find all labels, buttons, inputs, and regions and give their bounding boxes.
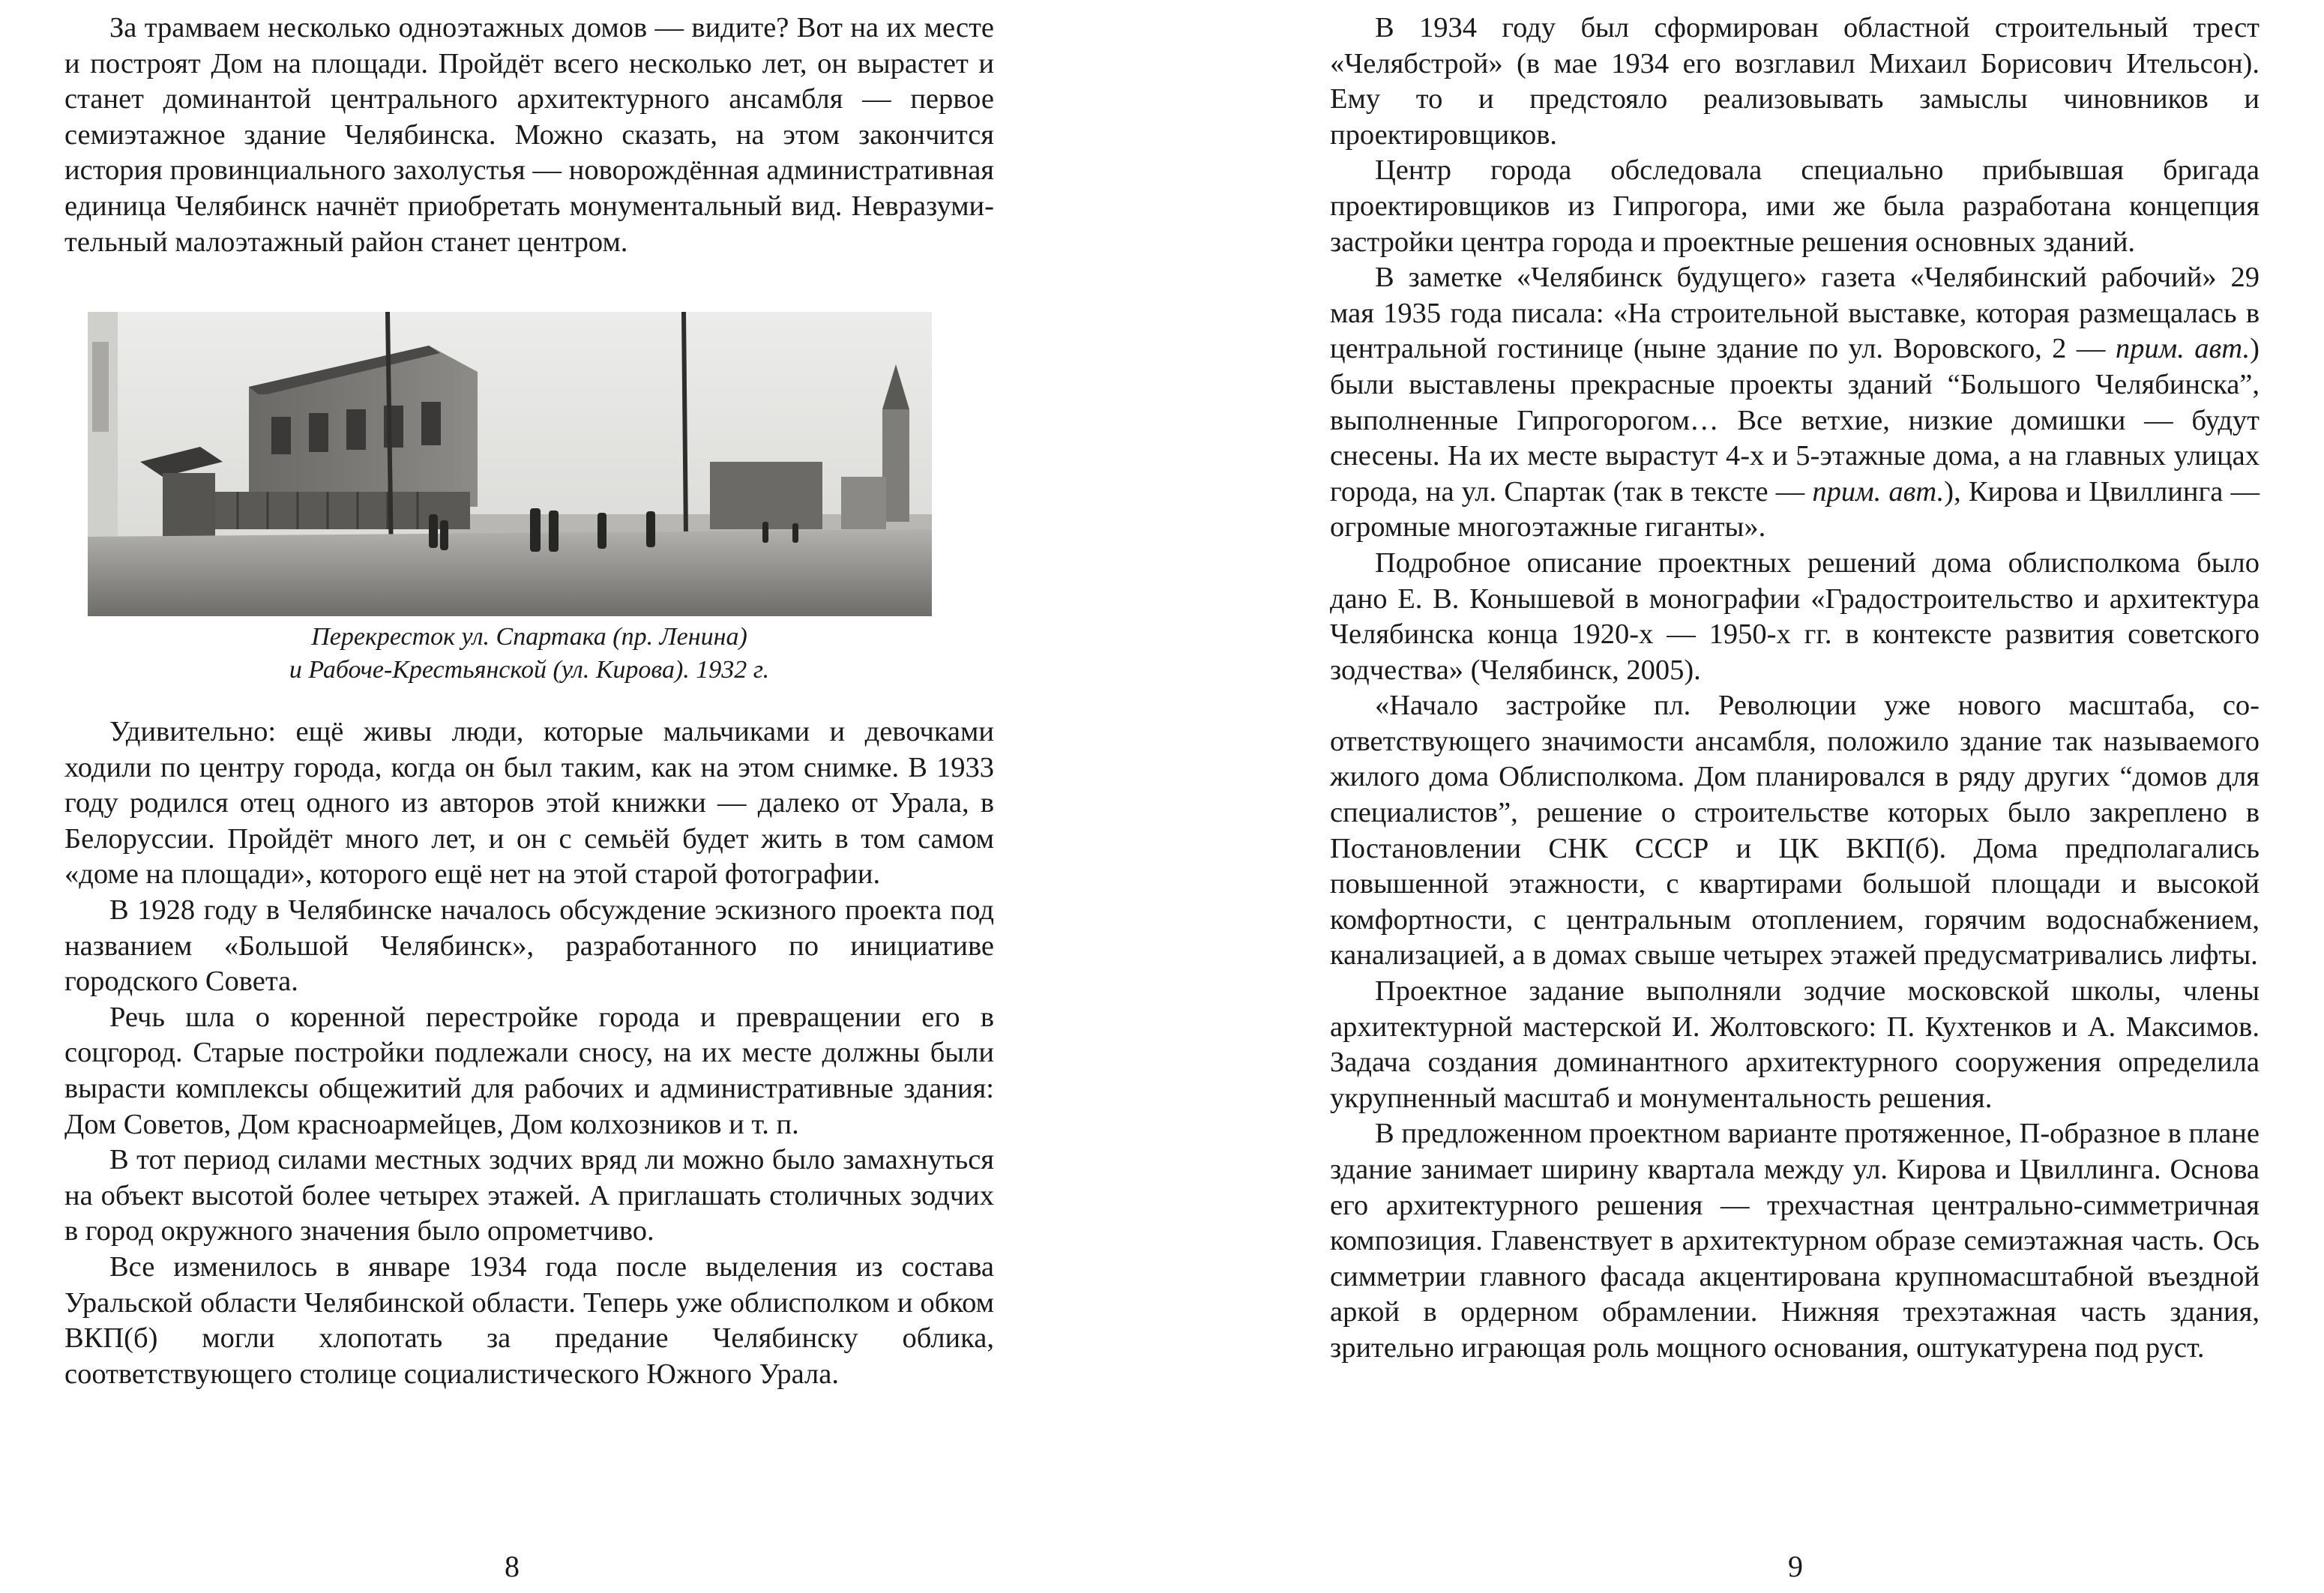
left-para-2: В 1928 году в Челябинске началось обсуждение эскизного проекта под названием «Большой Челябинск», разработанного по инициативе городского Совета. (64, 894, 994, 998)
right-para-1: В 1934 году был сформирован областной строительный трест «Челябстрой» (в мае 1934 его возглавил Михаил Борисович Ительсон). Ему то и предстояло реализовывать замыслы чиновников и проектировщиков. (1330, 12, 2260, 151)
right-para-3-part-c: ), Кирова и Цвиллинга — огромные многоэтажные гиганты». (1330, 475, 2260, 543)
author-note-2: прим. авт. (1812, 475, 1945, 508)
photo-illustration (88, 312, 932, 616)
photo-caption-line-1: Перекресток ул. Спартака (пр. Ленина) (311, 623, 747, 651)
left-para-4: В тот период силами местных зодчих вряд ли можно было замахнуться на объект высотой более четырех этажей. А приглашать столичных зодчих в город окружного значения было опрометчиво. (64, 1144, 994, 1247)
right-para-2: Центр города обследовала специально прибывшая бригада проектировщиков из Гипрогора, ими же была разработана концепция застройки центра города и проектные решения основных зданий. (1330, 154, 2260, 258)
left-para-3: Речь шла о коренной перестройке города и превращении его в соцгород. Старые постройки подлежали сносу, на их месте должны были вырасти комплексы общежитий для рабочих и административные здания: Дом Советов, Дом красноармейцев, Дом колхозников и т. п. (64, 1001, 994, 1140)
author-note-1: прим. авт. (2115, 333, 2251, 365)
left-para-1: Удивительно: ещё живы люди, которые мальчиками и девочками ходили по центру города, когда он был таким, как на этом снимке. В 1933 году родился отец одного из авторов этой книжки — далеко от Урала, в Белоруссии. Пройдёт много лет, и он с семьёй будет жить в том самом «доме на площади», которого ещё нет на этой старой фотографии. (64, 716, 994, 891)
right-para-3-part-b: ) были выставлены прекрасные проекты зданий “Большого Челябинска”, выполненные Гипрогорогом… Все ветхие, низкие домишки — будут снесены. На их месте вырастут 4-х и 5-этажные дома, а на главных улицах города, на ул. Спартак (так в тексте — (1330, 333, 2260, 508)
page-number-left: 8 (505, 1550, 520, 1583)
photo-caption (64, 621, 994, 687)
right-para-3 (1330, 260, 2260, 546)
right-text-block (1330, 10, 2260, 1367)
page-number-right: 9 (1788, 1550, 1803, 1583)
right-para-5: «Начало застройке пл. Революции уже нового масштаба, соответствующего значимости ансамбля, положило здание так называемого жилого дома Облисполкома. Дом планировался в ряду других “домов для специалистов”, решение о строительстве которых было закреплено в Постановлении СНК СССР и ЦК ВКП(б). Дома предполагались повышенной этажности, с квартирами большой площади и высокой комфортности, с центральным отоплением, горячим водоснабжением, канализацией, а в домах свыше четырех этажей предусматривались лифты. (1330, 690, 2260, 972)
right-para-7: В предложенном проектном варианте протяженное, П-образное в плане здание занимает ширину квартала между ул. Кирова и Цвиллинга. Основа его архитектурного решения — трехчастная центрально-симметричная композиция. Главенствует в архитектурном образе семиэтажная часть. Ось симметрии главного фасада акцентирована крупномасштабной въездной аркой в ордерном обрамлении. Нижняя трехэтажная часть здания, зрительно играющая роль мощного основания, оштукатурена под руст. (1330, 1118, 2260, 1364)
right-para-6: Проектное задание выполняли зодчие московской школы, члены архитектурной мастерской И. Жолтовского: П. Кухтенков и А. Максимов. Задача создания доминантного архитектурного сооружения определила укрупненный масштаб и монументальность решения. (1330, 975, 2260, 1114)
right-page (1162, 0, 2324, 1593)
left-para-5: Все изменилось в январе 1934 года после выделения из состава Уральской области Челябинской области. Теперь уже облисполком и обком ВКП(б) могли хлопотать за предание Челябинску облика, соответствующего столице социалистического Южного Урала. (64, 1250, 994, 1390)
left-para-intro: За трамваем несколько одноэтажных домов — видите? Вот на их месте и построят Дом на площади. Пройдёт всего несколько лет, он вырастет и станет доминантой центрального архитектурного ансамбля — первое семиэтажное здание Челябинска. Можно сказать, на этом закончится история провинциального захолустья — новорождённая административная единица Челябинск начнёт приобретать монументальный вид. Невразумительный малоэтажный район станет центром. (64, 12, 994, 258)
historic-street-photo (88, 312, 932, 616)
photo-caption-line-2: и Рабоче-Крестьянской (ул. Кирова). 1932 г. (289, 656, 770, 684)
right-para-3-part-a: В заметке «Челябинск будущего» газета «Челябинский рабочий» 29 мая 1935 года писала: «На строительной выставке, которая размещалась в центральной гостинице (ныне здание по ул. Воровского, 2 — (1330, 262, 2260, 365)
left-bottom-text-block (64, 714, 994, 1392)
right-para-4: Подробное описание проектных решений дома облисполкома было дано Е. В. Конышевой в монографии «Градостроительство и архитектура Челябинска конца 1920-х — 1950-х гг. в контексте развития советского зодчества» (Челябинск, 2005). (1330, 546, 2260, 686)
left-top-text-block (64, 10, 994, 260)
